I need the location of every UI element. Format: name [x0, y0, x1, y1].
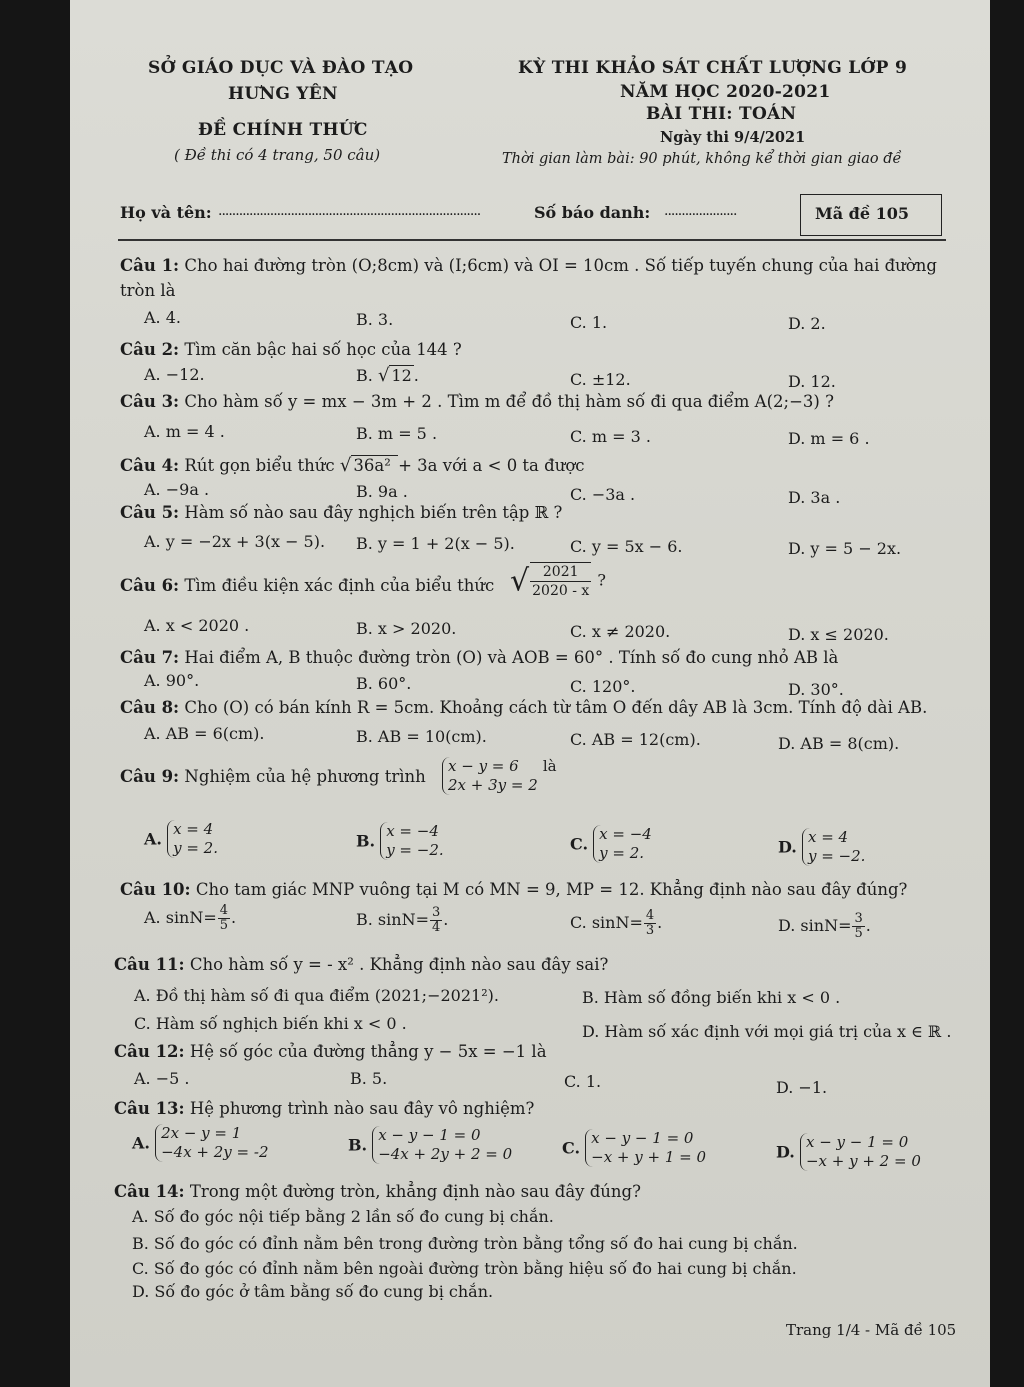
school-year: NĂM HỌC 2020-2021 — [620, 82, 831, 102]
q7-option-a: A. 90°. — [144, 671, 200, 690]
q12-option-b: B. 5. — [350, 1069, 388, 1088]
q2-option-a: A. −12. — [144, 365, 205, 384]
exam-code-box — [800, 194, 942, 236]
q8-option-a: A. AB = 6(cm). — [144, 724, 265, 743]
question-2: Câu 2: Tìm căn bậc hai số học của 144 ? — [120, 340, 462, 359]
q11-option-d: D. Hàm số xác định với mọi giá trị của x ∈ ℝ . — [582, 1022, 952, 1041]
exam-date: Ngày thi 9/4/2021 — [660, 129, 806, 146]
q12-option-a: A. −5 . — [134, 1069, 190, 1088]
q5-option-a: A. y = −2x + 3(x − 5). — [144, 532, 326, 551]
q8-option-d: D. AB = 8(cm). — [778, 734, 900, 753]
sbd-label: Số báo danh: — [534, 203, 651, 222]
q8-option-c: C. AB = 12(cm). — [570, 730, 701, 749]
q12-option-d: D. −1. — [776, 1078, 828, 1097]
question-12: Câu 12: Hệ số góc của đường thẳng y − 5x = −1 là — [114, 1042, 547, 1061]
name-blank: ............................................................................ — [218, 203, 481, 219]
q4-option-a: A. −9a . — [144, 480, 210, 499]
q6-expression: √ $\frac{2021}{2020 - x}$ ? — [510, 563, 606, 599]
header-divider — [118, 239, 946, 241]
question-3: Câu 3: Cho hàm số y = mx − 3m + 2 . Tìm m để đồ thị hàm số đi qua điểm A(2;−3) ? — [120, 392, 834, 411]
sbd-blank: ..................... — [664, 203, 737, 219]
q14-option-c: C. Số đo góc có đỉnh nằm bên ngoài đường tròn bằng hiệu số đo hai cung bị chắn. — [132, 1259, 797, 1278]
q10-option-a: A. sinN= $\frac{4}{5}$ . — [144, 903, 237, 933]
official-label: ĐỀ CHÍNH THỨC — [198, 120, 368, 140]
name-label: Họ và tên: — [120, 203, 212, 222]
q13-option-c: C. x − y − 1 = 0 −x + y + 1 = 0 — [562, 1129, 707, 1166]
q3-option-a: A. m = 4 . — [144, 422, 225, 441]
q14-option-a: A. Số đo góc nội tiếp bằng 2 lần số đo cung bị chắn. — [132, 1207, 554, 1226]
q2-option-d: D. 12. — [788, 372, 836, 391]
q5-option-c: C. y = 5x − 6. — [570, 537, 683, 556]
q13-option-d: D. x − y − 1 = 0 −x + y + 2 = 0 — [776, 1133, 921, 1170]
q10-option-d: D. sinN= $\frac{3}{5}$ . — [778, 911, 871, 941]
q3-option-d: D. m = 6 . — [788, 429, 870, 448]
q11-option-b: B. Hàm số đồng biến khi x < 0 . — [582, 988, 841, 1007]
q10-option-b: B. sinN= $\frac{3}{4}$ . — [356, 905, 449, 935]
question-6: Câu 6: Tìm điều kiện xác định của biểu thức — [120, 576, 495, 595]
q1-option-c: C. 1. — [570, 313, 608, 332]
q2-option-b: B. √ 12 . — [356, 365, 419, 386]
q6-option-d: D. x ≤ 2020. — [788, 625, 889, 644]
question-1-cont: tròn là — [120, 281, 176, 300]
q13-option-a: A. 2x − y = 1 −4x + 2y = -2 — [132, 1124, 269, 1161]
q1-option-b: B. 3. — [356, 310, 394, 329]
q1-option-a: A. 4. — [144, 308, 181, 327]
q9-option-c: C. x = −4 y = 2. — [570, 825, 652, 862]
q7-option-c: C. 120°. — [570, 677, 636, 696]
q4-option-c: C. −3a . — [570, 485, 636, 504]
q6-option-c: C. x ≠ 2020. — [570, 622, 671, 641]
question-10: Câu 10: Cho tam giác MNP vuông tại M có MN = 9, MP = 12. Khẳng định nào sau đây đúng? — [120, 880, 908, 899]
q9-system: x − y = 6 2x + 3y = 2 là — [442, 757, 557, 795]
q13-option-b: B. x − y − 1 = 0 −4x + 2y + 2 = 0 — [348, 1126, 513, 1163]
q1-option-d: D. 2. — [788, 314, 826, 333]
q7-option-b: B. 60°. — [356, 674, 412, 693]
q4-option-b: B. 9a . — [356, 482, 408, 501]
question-5: Câu 5: Hàm số nào sau đây nghịch biến trên tập ℝ ? — [120, 503, 563, 522]
q14-option-d: D. Số đo góc ở tâm bằng số đo cung bị chắn. — [132, 1282, 494, 1301]
exam-title: KỲ THI KHẢO SÁT CHẤT LƯỢNG LỚP 9 — [518, 58, 908, 78]
question-4: Câu 4: Rút gọn biểu thức √ 36a² + 3a với a < 0 ta được — [120, 455, 585, 476]
question-14: Câu 14: Trong một đường tròn, khẳng định nào sau đây đúng? — [114, 1182, 641, 1201]
department-name: SỞ GIÁO DỤC VÀ ĐÀO TẠO — [148, 58, 414, 78]
q11-option-c: C. Hàm số nghịch biến khi x < 0 . — [134, 1014, 407, 1033]
duration-note: Thời gian làm bài: 90 phút, không kể thời gian giao đề — [502, 151, 902, 167]
q12-option-c: C. 1. — [564, 1072, 602, 1091]
q7-option-d: D. 30°. — [788, 680, 844, 699]
question-7: Câu 7: Hai điểm A, B thuộc đường tròn (O) và AOB = 60° . Tính số đo cung nhỏ AB là — [120, 648, 839, 667]
question-13: Câu 13: Hệ phương trình nào sau đây vô nghiệm? — [114, 1099, 535, 1118]
q8-option-b: B. AB = 10(cm). — [356, 727, 487, 746]
question-11: Câu 11: Cho hàm số y = - x² . Khẳng định nào sau đây sai? — [114, 955, 609, 974]
q5-option-d: D. y = 5 − 2x. — [788, 539, 902, 558]
q6-option-b: B. x > 2020. — [356, 619, 457, 638]
pages-note: ( Đề thi có 4 trang, 50 câu) — [174, 146, 381, 164]
q3-option-b: B. m = 5 . — [356, 424, 438, 443]
q6-option-a: A. x < 2020 . — [144, 616, 250, 635]
q11-option-a: A. Đồ thị hàm số đi qua điểm (2021;−2021²). — [134, 986, 499, 1005]
q9-option-a: A. x = 4 y = 2. — [144, 820, 218, 857]
subject: BÀI THI: TOÁN — [646, 104, 797, 124]
q5-option-b: B. y = 1 + 2(x − 5). — [356, 534, 515, 553]
province-name: HƯNG YÊN — [228, 84, 338, 104]
q10-option-c: C. sinN= $\frac{4}{3}$ . — [570, 908, 663, 938]
q4-option-d: D. 3a . — [788, 488, 841, 507]
exam-code: Mã đề 105 — [815, 204, 909, 223]
page-footer: Trang 1/4 - Mã đề 105 — [786, 1321, 957, 1339]
q14-option-b: B. Số đo góc có đỉnh nằm bên trong đường tròn bằng tổng số đo hai cung bị chắn. — [132, 1234, 798, 1253]
q9-option-b: B. x = −4 y = −2. — [356, 822, 444, 859]
q3-option-c: C. m = 3 . — [570, 427, 651, 446]
q9-option-d: D. x = 4 y = −2. — [778, 828, 866, 865]
question-1: Câu 1: Cho hai đường tròn (O;8cm) và (I;6cm) và OI = 10cm . Số tiếp tuyến chung của hai đường — [120, 256, 937, 275]
q2-option-c: C. ±12. — [570, 370, 631, 389]
question-9: Câu 9: Nghiệm của hệ phương trình — [120, 767, 426, 786]
exam-page — [70, 0, 990, 1387]
question-8: Câu 8: Cho (O) có bán kính R = 5cm. Khoảng cách từ tâm O đến dây AB là 3cm. Tính độ dài AB. — [120, 698, 928, 717]
